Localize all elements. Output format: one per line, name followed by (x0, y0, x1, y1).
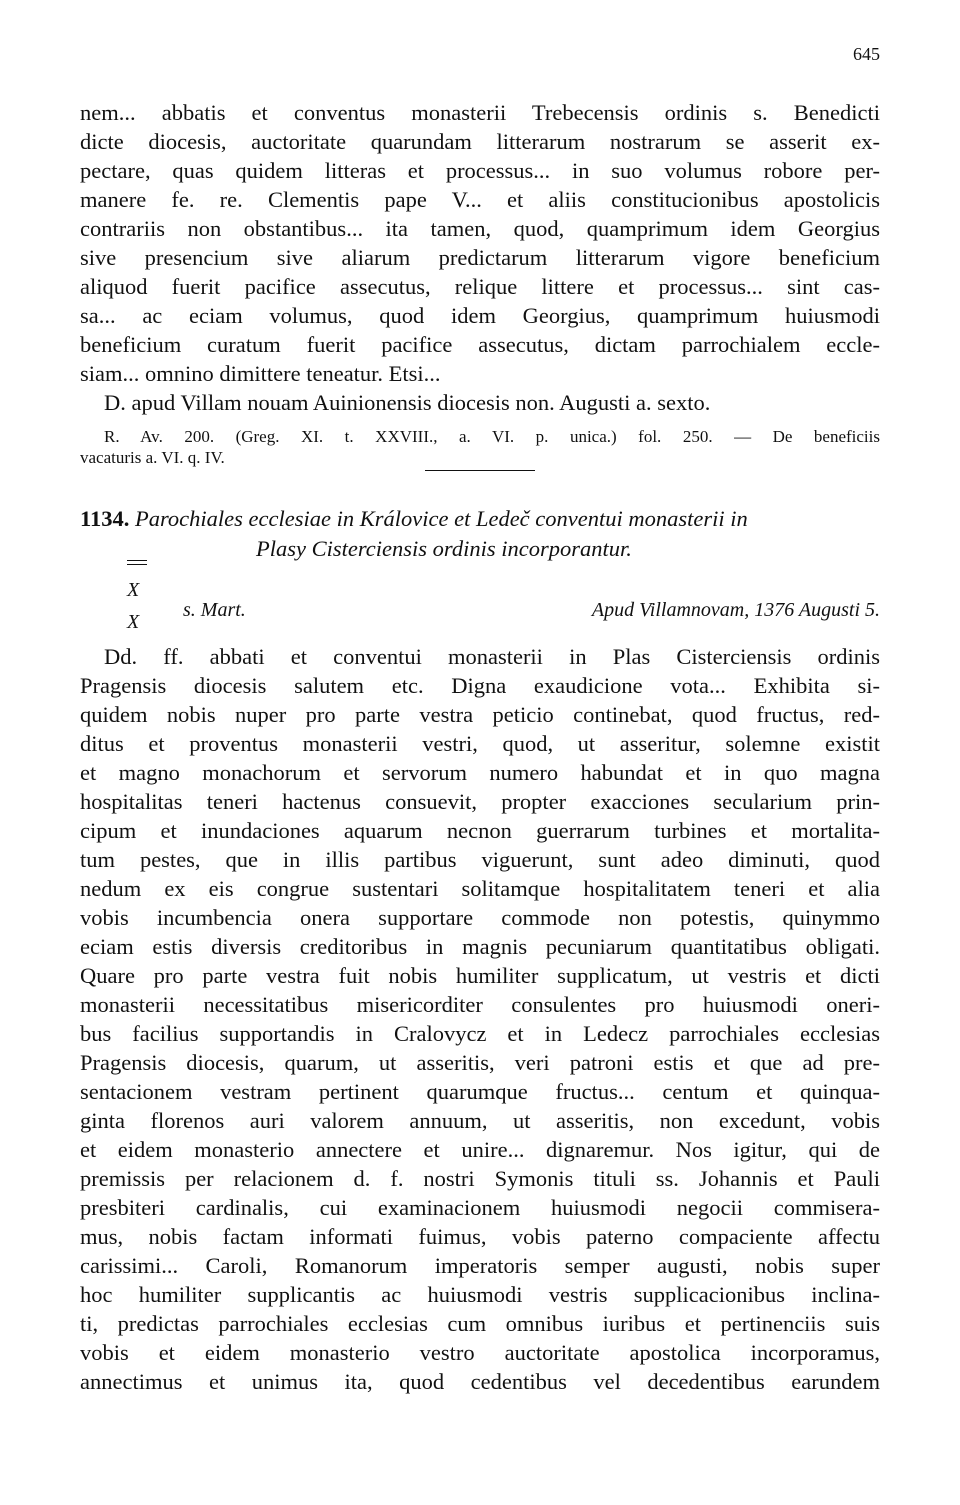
text-line: pectare, quas quidem litteras et processus... in suo volumus robore per- (80, 158, 880, 183)
text-line: vobis et eidem monasterio vestro auctoritate apostolica incorporamus, (80, 1340, 880, 1365)
text-line: eciam estis diversis creditoribus in magnis pecuniarum quantitatibus obligati. (80, 934, 880, 959)
text-line: cipum et inundaciones aquarum necnon guerrarum turbines et mortalita- (80, 818, 880, 843)
document-number: 1134. (80, 506, 130, 531)
section-divider (425, 470, 535, 471)
source-note: vacaturis a. VI. q. IV. (80, 448, 225, 467)
text-line: mus, nobis factam informati fuimus, vobis paterno compaciente affectu (80, 1224, 880, 1249)
text-line: Dd. ff. abbati et conventui monasterii in Plas Cisterciensis ordinis (104, 644, 880, 669)
text-line: presbiteri cardinalis, cui examinacionem huiusmodi negocii commisera- (80, 1195, 880, 1220)
text-line: bus facilius supportandis in Cralovycz et in Ledecz parrochiales ecclesias (80, 1021, 880, 1046)
text-line: quidem nobis nuper pro parte vestra peticio continebat, quod fructus, red- (80, 702, 880, 727)
text-line: beneficium curatum fuerit pacifice assecutus, dictam parrochialem eccle- (80, 332, 880, 357)
text-line: carissimi... Caroli, Romanorum imperatoris semper augusti, nobis super (80, 1253, 880, 1278)
text-line: et magno monachorum et servorum numero habundat et in quo magna (80, 760, 880, 785)
text-line: Quare pro parte vestra fuit nobis humiliter supplicatum, ut vestris et dicti (80, 963, 880, 988)
page-number: 645 (853, 44, 880, 64)
text-line: manere fe. re. Clementis pape V... et aliis constitucionibus apostolicis (80, 187, 880, 212)
text-line: annectimus et unimus ita, quod cedentibus vel decedentibus earundem (80, 1369, 880, 1394)
text-line: nedum ex eis congrue sustentari solitamque hospitalitatem teneri et alia (80, 876, 880, 901)
text-line: sive presencium sive aliarum predictarum litterarum vigore beneficium (80, 245, 880, 270)
text-line: aliquod fuerit pacifice assecutus, relique littere et processus... sint cas- (80, 274, 880, 299)
text-line: sentacionem vestram pertinent quarumque fructus... centum et quinqua- (80, 1079, 880, 1104)
text-line: siam... omnino dimittere teneatur. Etsi... (80, 361, 441, 386)
text-line: hospitalitas teneri hactenus consuevit, propter exacciones secularium prin- (80, 789, 880, 814)
register-mark-top: X (127, 579, 140, 601)
text-line: Pragensis diocesis salutem etc. Digna exaudicione vota... Exhibita si- (80, 673, 880, 698)
text-line: nem... abbatis et conventus monasterii Trebecensis ordinis s. Benedicti (80, 100, 880, 125)
text-line: ditus et proventus monasterii vestri, quod, ut asseritur, solemne existit (80, 731, 880, 756)
text-line: contrariis non obstantibus... ita tamen, quod, quamprimum idem Georgius (80, 216, 880, 241)
scribe-signature: s. Mart. (183, 599, 246, 621)
text-line: et eidem monasterio annectere et unire... dignaremur. Nos igitur, qui de (80, 1137, 880, 1162)
source-note: R. Av. 200. (Greg. XI. t. XXVIII., a. VI. p. unica.) fol. 250. — De beneficiis (104, 427, 880, 446)
text-line: tum pestes, que in illis partibus viguerunt, sunt adeo diminuti, quod (80, 847, 880, 872)
text-line: vobis incumbencia onera supportare commode non potestis, quinymmo (80, 905, 880, 930)
text-line: Pragensis diocesis, quarum, ut asseritis, veri patroni estis et que ad pre- (80, 1050, 880, 1075)
document-title-continued: Plasy Cisterciensis ordinis incorporantur. (256, 536, 632, 561)
document-title: Parochiales ecclesiae in Královice et Ledeč conventui monasterii in (135, 506, 748, 531)
register-mark-bottom: X (127, 611, 140, 633)
text-line: dicte diocesis, auctoritate quarundam litterarum nostrarum se asserit ex- (80, 129, 880, 154)
text-line: ti, predictas parrochiales ecclesias cum omnibus iuribus et pertinenciis suis (80, 1311, 880, 1336)
text-line: sa... ac eciam volumus, quod idem Georgius, quamprimum huiusmodi (80, 303, 880, 328)
dating-line: D. apud Villam nouam Auinionensis diocesis non. Augusti a. sexto. (104, 390, 711, 415)
place-date: Apud Villamnovam, 1376 Augusti 5. (591, 599, 880, 621)
document-heading (80, 508, 748, 531)
double-rule-mark (127, 560, 147, 568)
text-line: premissis per relacionem d. f. nostri Symonis tituli ss. Johannis et Pauli (80, 1166, 880, 1191)
text-line: ginta florenos auri valorem annuum, ut asseritis, non excedunt, vobis (80, 1108, 880, 1133)
text-line: monasterii necessitatibus misericorditer consulentes pro huiusmodi oneri- (80, 992, 880, 1017)
text-line: hoc humiliter supplicantis ac huiusmodi vestris supplicacionibus inclina- (80, 1282, 880, 1307)
